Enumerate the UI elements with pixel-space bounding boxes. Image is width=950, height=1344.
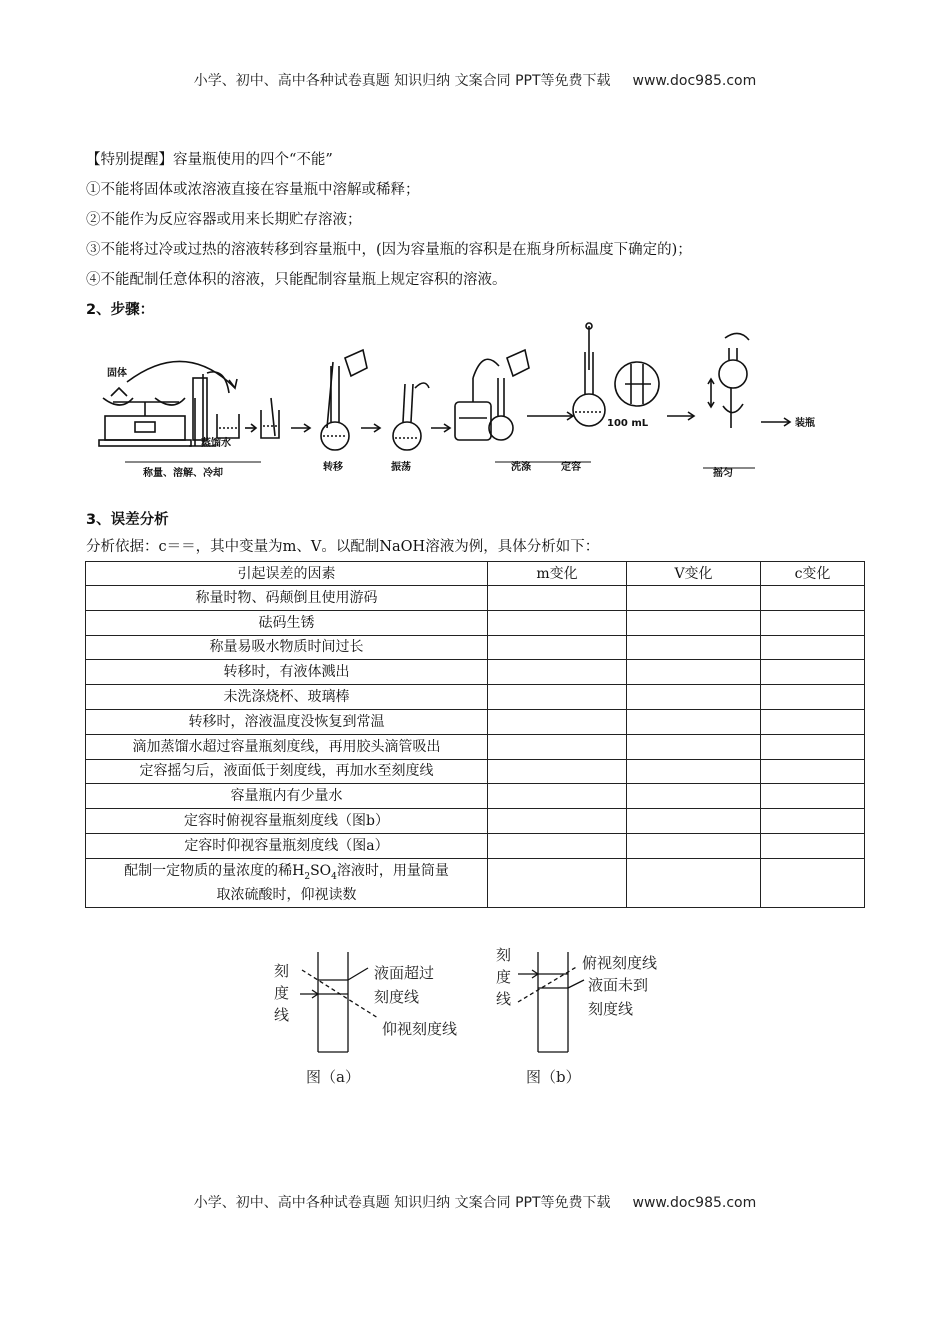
- row-factor: 称量易吸水物质时间过长: [86, 635, 488, 660]
- figure-a-tube: [300, 952, 378, 1052]
- row-factor: 定容时仰视容量瓶刻度线（图a）: [86, 833, 488, 858]
- fig-a-caption: 图（a）: [306, 1068, 360, 1086]
- label-mix: 摇匀: [713, 468, 733, 479]
- cell-c: [761, 610, 865, 635]
- error-basis: 分析依据：c＝＝，其中变量为m、V。以配制NaOH溶液为例，具体分析如下：: [86, 539, 600, 555]
- row-factor: 转移时，有液体溅出: [86, 660, 488, 685]
- row-factor: 定容摇匀后，液面低于刻度线，再加水至刻度线: [86, 759, 488, 784]
- scale-mark-icon: [615, 362, 659, 406]
- reminder-title: 【特别提醒】容量瓶使用的四个“不能”: [86, 152, 333, 168]
- table-row: [86, 759, 865, 784]
- cell-c: [761, 858, 865, 907]
- fig-b-mark-2: 度: [496, 968, 512, 986]
- cell-v: [627, 759, 761, 784]
- cell-c: [761, 784, 865, 809]
- label-bottle: 装瓶: [795, 418, 815, 429]
- cell-m: [488, 586, 627, 611]
- fig-a-mark-3: 线: [274, 1006, 290, 1024]
- fig-b-caption: 图（b）: [526, 1068, 581, 1086]
- col-v: V变化: [627, 562, 761, 586]
- reminder-item-3: ③不能将过冷或过热的溶液转移到容量瓶中，(因为容量瓶的容积是在瓶身所标温度下确定的)；: [86, 242, 692, 258]
- label-shake: 振荡: [391, 462, 411, 473]
- fig-b-mark-3: 线: [496, 990, 512, 1008]
- label-water: 蒸馏水: [201, 438, 231, 449]
- reminder-item-2: ②不能作为反应容器或用来长期贮存溶液；: [86, 212, 362, 228]
- mixing-flask-icon: [708, 333, 749, 428]
- footer-site: www.doc985.com: [632, 1195, 757, 1211]
- fig-b-note2-line2: 刻度线: [588, 1000, 634, 1018]
- fig-b-note2-line1: 液面未到: [588, 976, 649, 994]
- cell-v: [627, 809, 761, 834]
- cell-v: [627, 660, 761, 685]
- table-row: [86, 858, 865, 907]
- curved-arrow-icon: [127, 361, 235, 388]
- cell-v: [627, 833, 761, 858]
- reading-figures: [260, 940, 700, 1090]
- fig-a-note1-line1: 液面超过: [374, 964, 435, 982]
- dropper-flask-icon: [573, 323, 605, 426]
- error-heading: 3、误差分析: [86, 512, 169, 528]
- row-factor: 未洗涤烧杯、玻璃棒: [86, 685, 488, 710]
- cell-c: [761, 759, 865, 784]
- col-m: m变化: [488, 562, 627, 586]
- cell-m: [488, 660, 627, 685]
- table-row: [86, 685, 865, 710]
- cell-v: [627, 586, 761, 611]
- row-factor: 称量时物、码颠倒且使用游码: [86, 586, 488, 611]
- footer-text: 小学、初中、高中各种试卷真题 知识归纳 文案合同 PPT等免费下载: [193, 1195, 611, 1211]
- row-factor: 定容时俯视容量瓶刻度线（图b）: [86, 809, 488, 834]
- fig-a-note1-line2: 刻度线: [374, 988, 420, 1006]
- page-header: [0, 70, 950, 90]
- cell-v: [627, 784, 761, 809]
- fig-b-note1: 俯视刻度线: [582, 954, 658, 972]
- table-header-row: [86, 562, 865, 586]
- figure-b-tube: [518, 952, 584, 1052]
- cell-c: [761, 709, 865, 734]
- cell-m: [488, 734, 627, 759]
- header-text: 小学、初中、高中各种试卷真题 知识归纳 文案合同 PPT等免费下载: [193, 73, 611, 89]
- row-factor: 砝码生锈: [86, 610, 488, 635]
- cell-m: [488, 809, 627, 834]
- reminder-item-4: ④不能配制任意体积的溶液，只能配制容量瓶上规定容积的溶液。: [86, 272, 507, 288]
- table-row: [86, 734, 865, 759]
- label-transfer: 转移: [323, 462, 343, 473]
- steps-diagram: [95, 318, 830, 488]
- cell-m: [488, 759, 627, 784]
- cell-c: [761, 734, 865, 759]
- cell-m: [488, 685, 627, 710]
- label-fix: 定容: [561, 462, 581, 473]
- cell-v: [627, 709, 761, 734]
- steps-heading: 2、步骤：: [86, 302, 155, 318]
- cell-c: [761, 635, 865, 660]
- label-weigh: 称量、溶解、冷却: [143, 468, 223, 479]
- cell-m: [488, 858, 627, 907]
- cell-c: [761, 809, 865, 834]
- col-c: c变化: [761, 562, 865, 586]
- fig-b-mark-1: 刻: [496, 946, 512, 964]
- wash-bottle-icon: [455, 359, 499, 440]
- stand-icon: [189, 372, 229, 446]
- cell-c: [761, 660, 865, 685]
- reminder-item-1: ①不能将固体或浓溶液直接在容量瓶中溶解或稀释；: [86, 182, 420, 198]
- cell-v: [627, 635, 761, 660]
- beaker-rod-icon: [261, 398, 279, 438]
- cell-c: [761, 685, 865, 710]
- row-factor: 滴加蒸馏水超过容量瓶刻度线，再用胶头滴管吸出: [86, 734, 488, 759]
- volumetric-flask-icon: [321, 350, 367, 450]
- col-factor: 引起误差的因素: [86, 562, 488, 586]
- cell-v: [627, 610, 761, 635]
- cell-c: [761, 586, 865, 611]
- header-site: www.doc985.com: [632, 73, 757, 89]
- beaker-icon: [217, 414, 239, 438]
- page-footer: [0, 1192, 950, 1212]
- cell-m: [488, 610, 627, 635]
- cell-m: [488, 709, 627, 734]
- table-row: [86, 635, 865, 660]
- table-row: [86, 784, 865, 809]
- fig-a-mark-1: 刻: [274, 962, 290, 980]
- label-volume: 100 mL: [607, 418, 649, 429]
- table-row: [86, 586, 865, 611]
- error-table: [85, 561, 865, 908]
- cell-v: [627, 685, 761, 710]
- table-row: [86, 709, 865, 734]
- label-wash: 洗涤: [511, 462, 531, 473]
- cell-c: [761, 833, 865, 858]
- cell-m: [488, 635, 627, 660]
- balance-icon: [99, 388, 191, 446]
- row-factor-h2so4: 配制一定物质的量浓度的稀$H_2SO_4$溶液时，用量筒量 取浓硫酸时，仰视读数: [86, 858, 488, 907]
- table-row: [86, 610, 865, 635]
- fig-a-mark-2: 度: [274, 984, 290, 1002]
- row-factor: 转移时，溶液温度没恢复到常温: [86, 709, 488, 734]
- cell-v: [627, 734, 761, 759]
- cell-v: [627, 858, 761, 907]
- table-row: [86, 833, 865, 858]
- row-factor: 容量瓶内有少量水: [86, 784, 488, 809]
- flask-wash-icon: [489, 350, 529, 440]
- table-row: [86, 660, 865, 685]
- fig-a-note2: 仰视刻度线: [382, 1020, 458, 1038]
- table-row: [86, 809, 865, 834]
- label-solid: 固体: [107, 368, 127, 379]
- cell-m: [488, 833, 627, 858]
- cell-m: [488, 784, 627, 809]
- shaking-flask-icon: [393, 383, 429, 450]
